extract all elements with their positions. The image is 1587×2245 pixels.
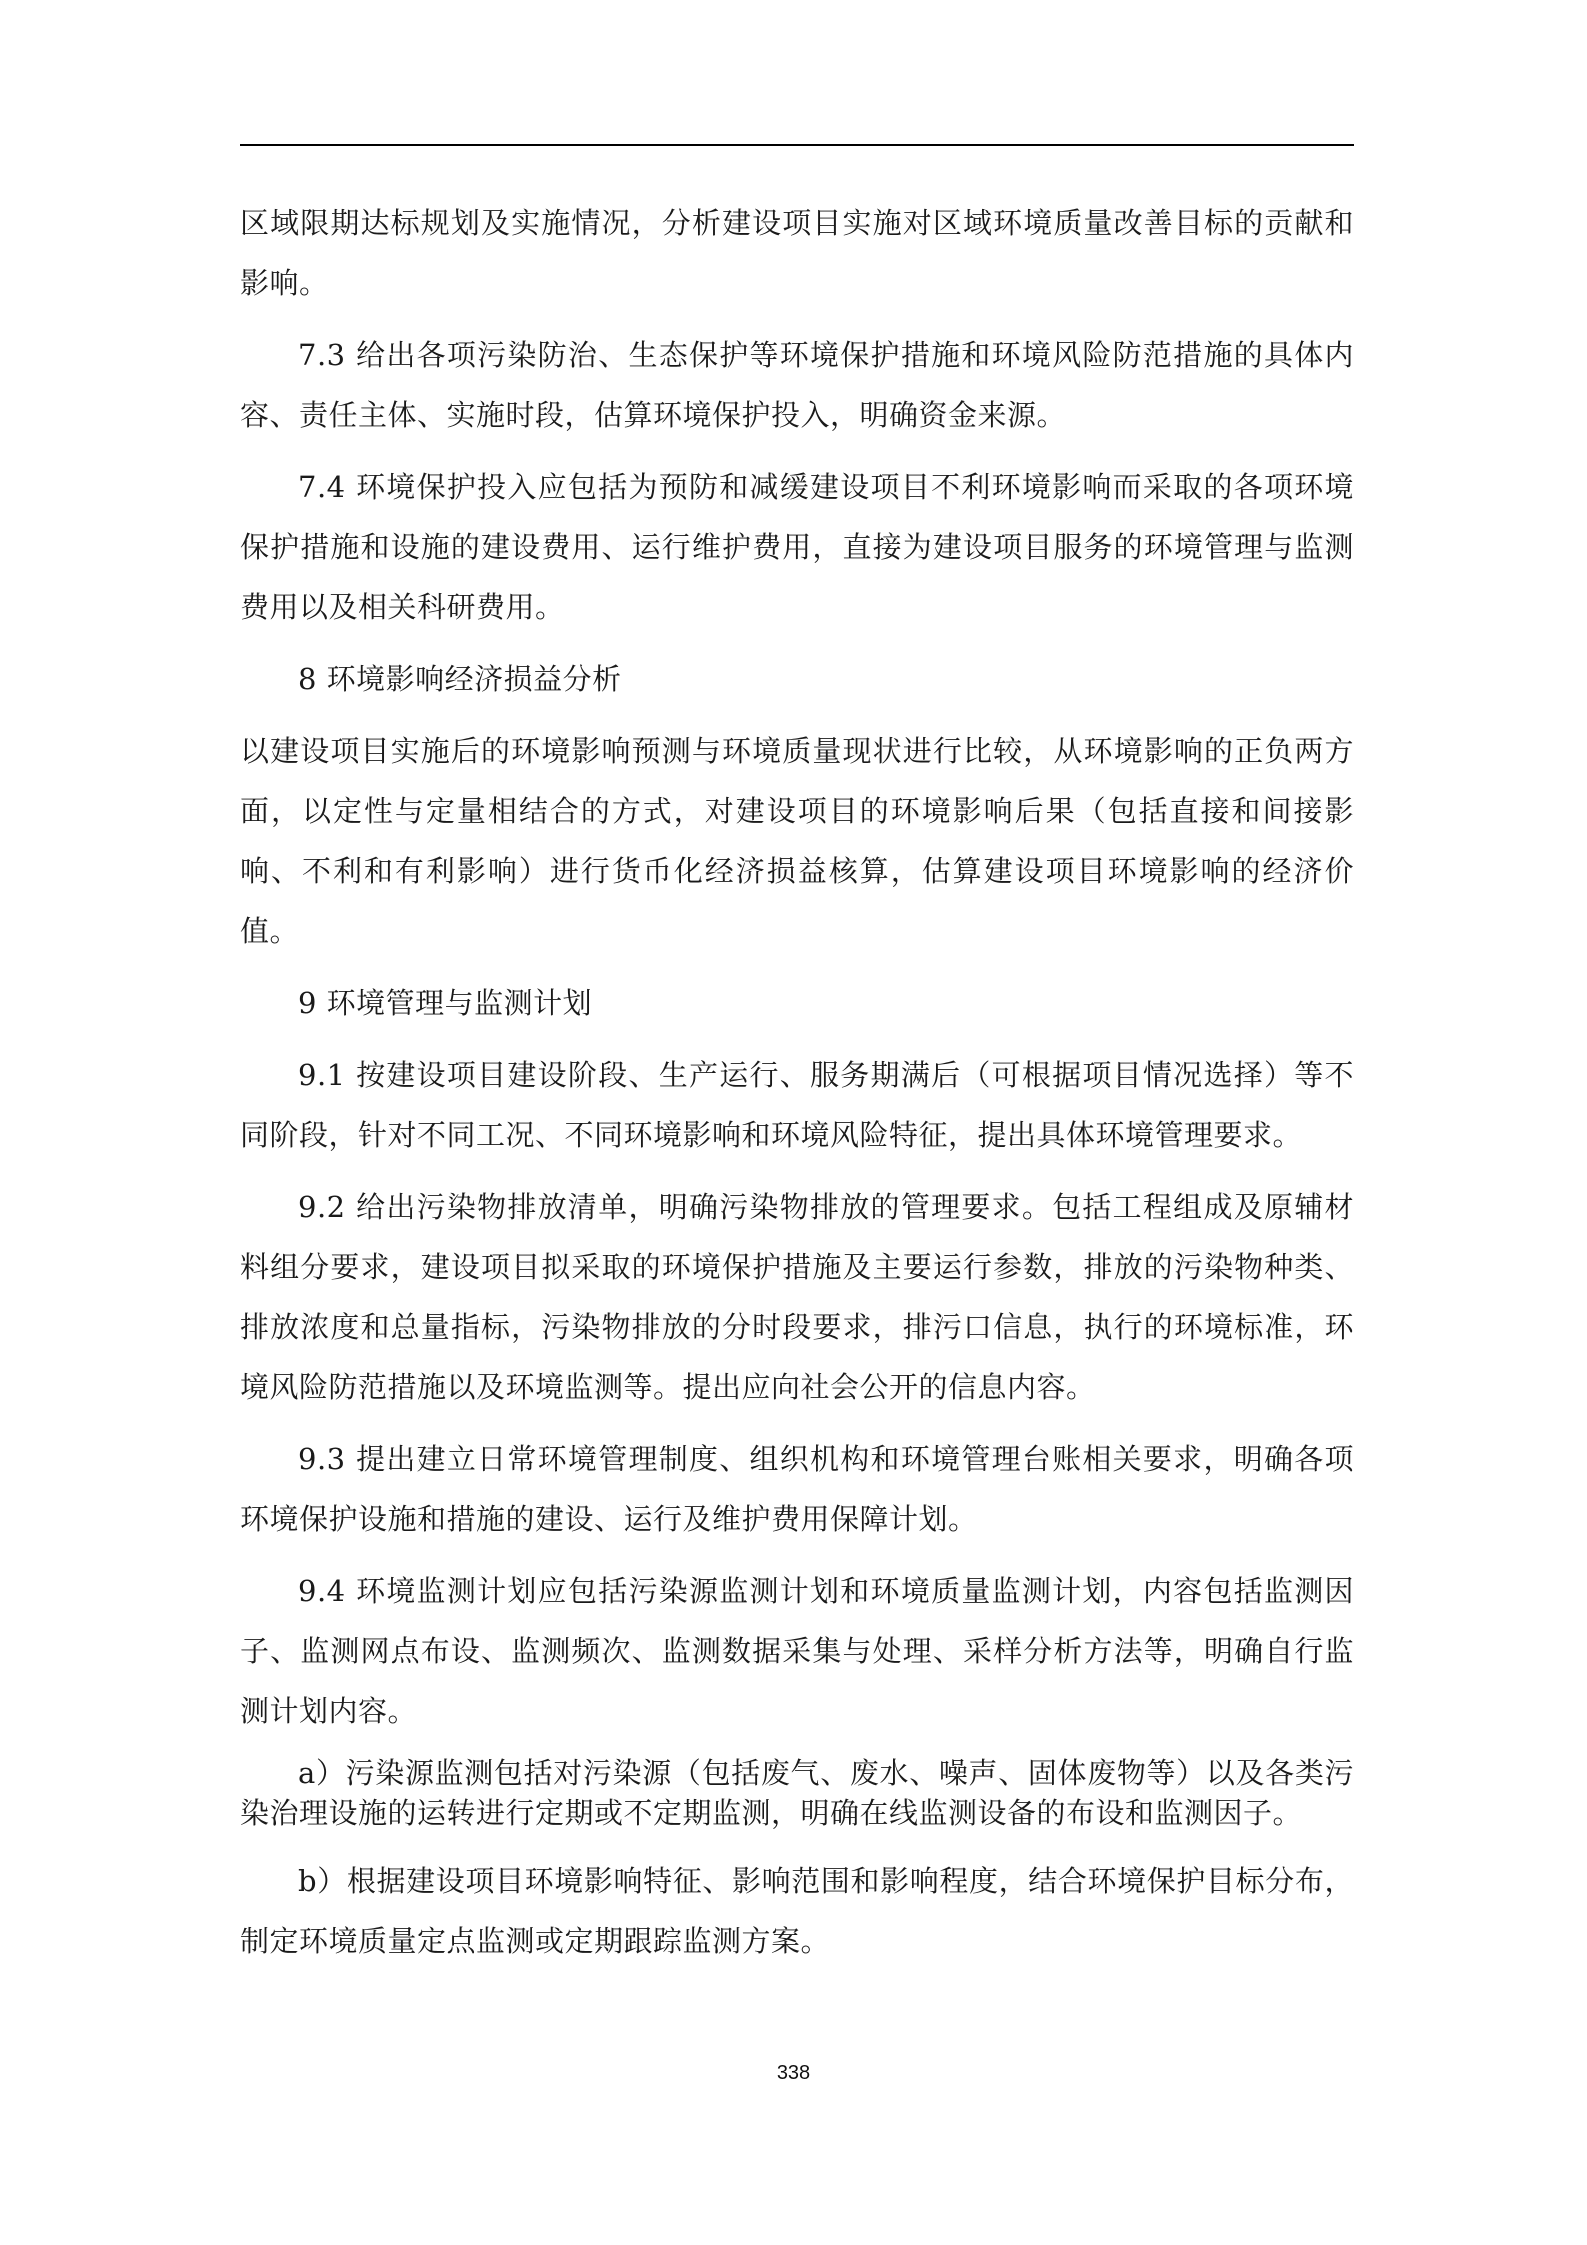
- paragraph-9-3: 9.3 提出建立日常环境管理制度、组织机构和环境管理台账相关要求，明确各项环境保护设施和措施的建设、运行及维护费用保障计划。: [240, 1442, 1354, 1536]
- paragraph-section-8-body: 以建设项目实施后的环境影响预测与环境质量现状进行比较，从环境影响的正负两方面，以定性与定量相结合的方式，对建设项目的环境影响后果（包括直接和间接影响、不利和有利影响）进行货币化经济损益核算，估算建设项目环境影响的经济价值。: [240, 734, 1354, 948]
- paragraph-7-4: 7.4 环境保护投入应包括为预防和减缓建设项目不利环境影响而采取的各项环境保护措施和设施的建设费用、运行维护费用，直接为建设项目服务的环境管理与监测费用以及相关科研费用。: [240, 470, 1354, 624]
- paragraph-item-b: b）根据建设项目环境影响特征、影响范围和影响程度，结合环境保护目标分布，制定环境质量定点监测或定期跟踪监测方案。: [240, 1864, 1354, 1958]
- paragraph-9-2: 9.2 给出污染物排放清单，明确污染物排放的管理要求。包括工程组成及原辅材料组分要求，建设项目拟采取的环境保护措施及主要运行参数，排放的污染物种类、排放浓度和总量指标，污染物排放的分时段要求，排污口信息，执行的环境标准，环境风险防范措施以及环境监测等。提出应向社会公开的信息内容。: [240, 1190, 1354, 1404]
- paragraph-7-3: 7.3 给出各项污染防治、生态保护等环境保护措施和环境风险防范措施的具体内容、责任主体、实施时段，估算环境保护投入，明确资金来源。: [240, 338, 1354, 432]
- paragraph-9-1: 9.1 按建设项目建设阶段、生产运行、服务期满后（可根据项目情况选择）等不同阶段，针对不同工况、不同环境影响和环境风险特征，提出具体环境管理要求。: [240, 1058, 1354, 1152]
- header-rule: [240, 144, 1354, 146]
- page-number: 338: [776, 2062, 811, 2084]
- document-body: [240, 193, 1354, 1983]
- heading-section-8: 8 环境影响经济损益分析: [298, 662, 622, 696]
- paragraph-continuation: 区域限期达标规划及实施情况，分析建设项目实施对区域环境质量改善目标的贡献和影响。: [240, 206, 1354, 300]
- paragraph-item-a: a）污染源监测包括对污染源（包括废气、废水、噪声、固体废物等）以及各类污染治理设施的运转进行定期或不定期监测，明确在线监测设备的布设和监测因子。: [240, 1756, 1354, 1830]
- paragraph-9-4: 9.4 环境监测计划应包括污染源监测计划和环境质量监测计划，内容包括监测因子、监测网点布设、监测频次、监测数据采集与处理、采样分析方法等，明确自行监测计划内容。: [240, 1574, 1354, 1728]
- heading-section-9: 9 环境管理与监测计划: [298, 986, 593, 1020]
